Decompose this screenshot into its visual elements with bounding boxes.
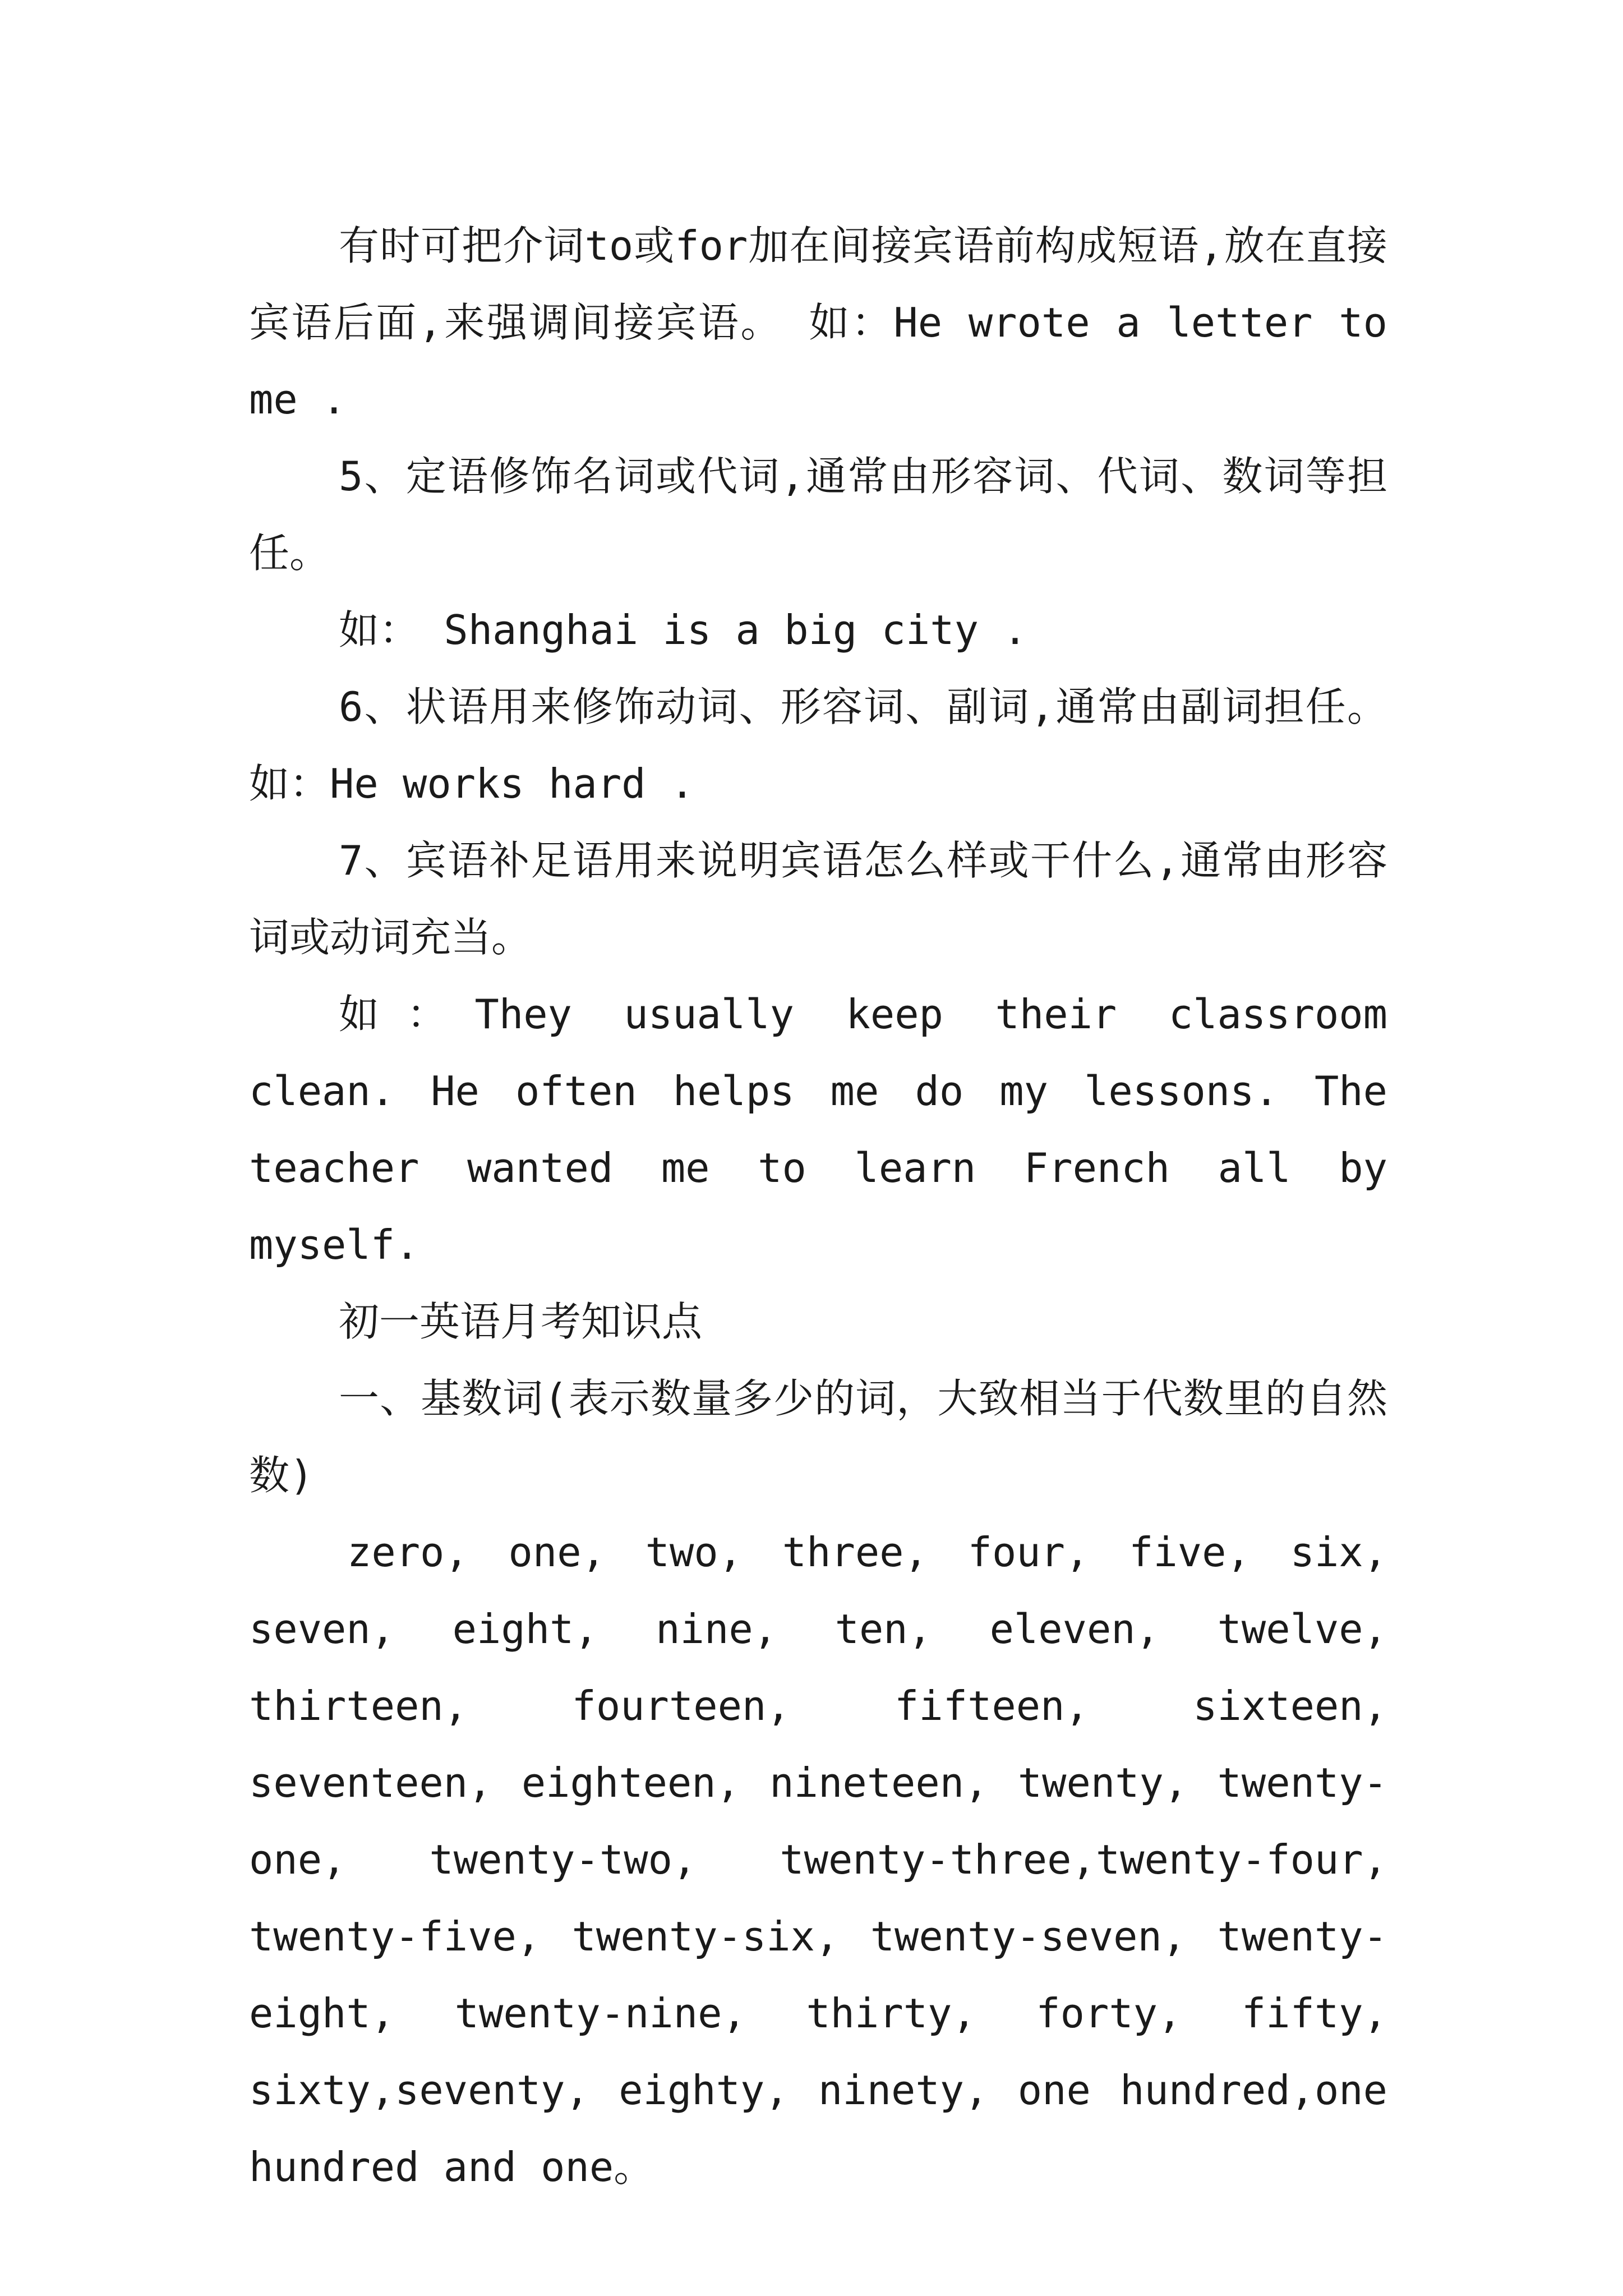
paragraph-indirect-object: 有时可把介词to或for加在间接宾语前构成短语,放在直接宾语后面,来强调间接宾语。 如：He wrote a letter to me . — [249, 222, 1387, 423]
paragraph-number-list: zero, one, two, three, four, five, six, seven, eight, nine, ten, eleven, twelve, thirteen, fourteen, fifteen, sixteen, seventeen, eighteen, nineteen, twenty, twenty-one, twenty-two, twenty-three,twenty-four, twenty-five, twenty-six, twenty-seven, twenty-eight, twenty-nine, thirty, forty, fifty, sixty,seventy, eighty, ninety, one hundred,one hundred and one。 — [249, 1529, 1387, 2191]
section-heading: 初一英语月考知识点 — [339, 1298, 703, 1345]
paragraph-attributive: 5、定语修饰名词或代词,通常由形容词、代词、数词等担任。 — [249, 453, 1387, 577]
paragraph-object-complement-example: 如：They usually keep their classroom clean. He often helps me do my lessons. The teacher wanted me to learn French all by myself. — [249, 991, 1387, 1268]
paragraph-adverbial: 6、状语用来修饰动词、形容词、副词,通常由副词担任。如：He works hard . — [249, 683, 1387, 807]
paragraph-object-complement: 7、宾语补足语用来说明宾语怎么样或干什么,通常由形容词或动词充当。 — [249, 837, 1387, 961]
paragraph-cardinal-numbers: 一、基数词(表示数量多少的词，大致相当于代数里的自然数) — [249, 1375, 1387, 1499]
document-body — [249, 208, 1387, 2206]
paragraph-attributive-example: 如： Shanghai is a big city . — [339, 606, 1027, 654]
